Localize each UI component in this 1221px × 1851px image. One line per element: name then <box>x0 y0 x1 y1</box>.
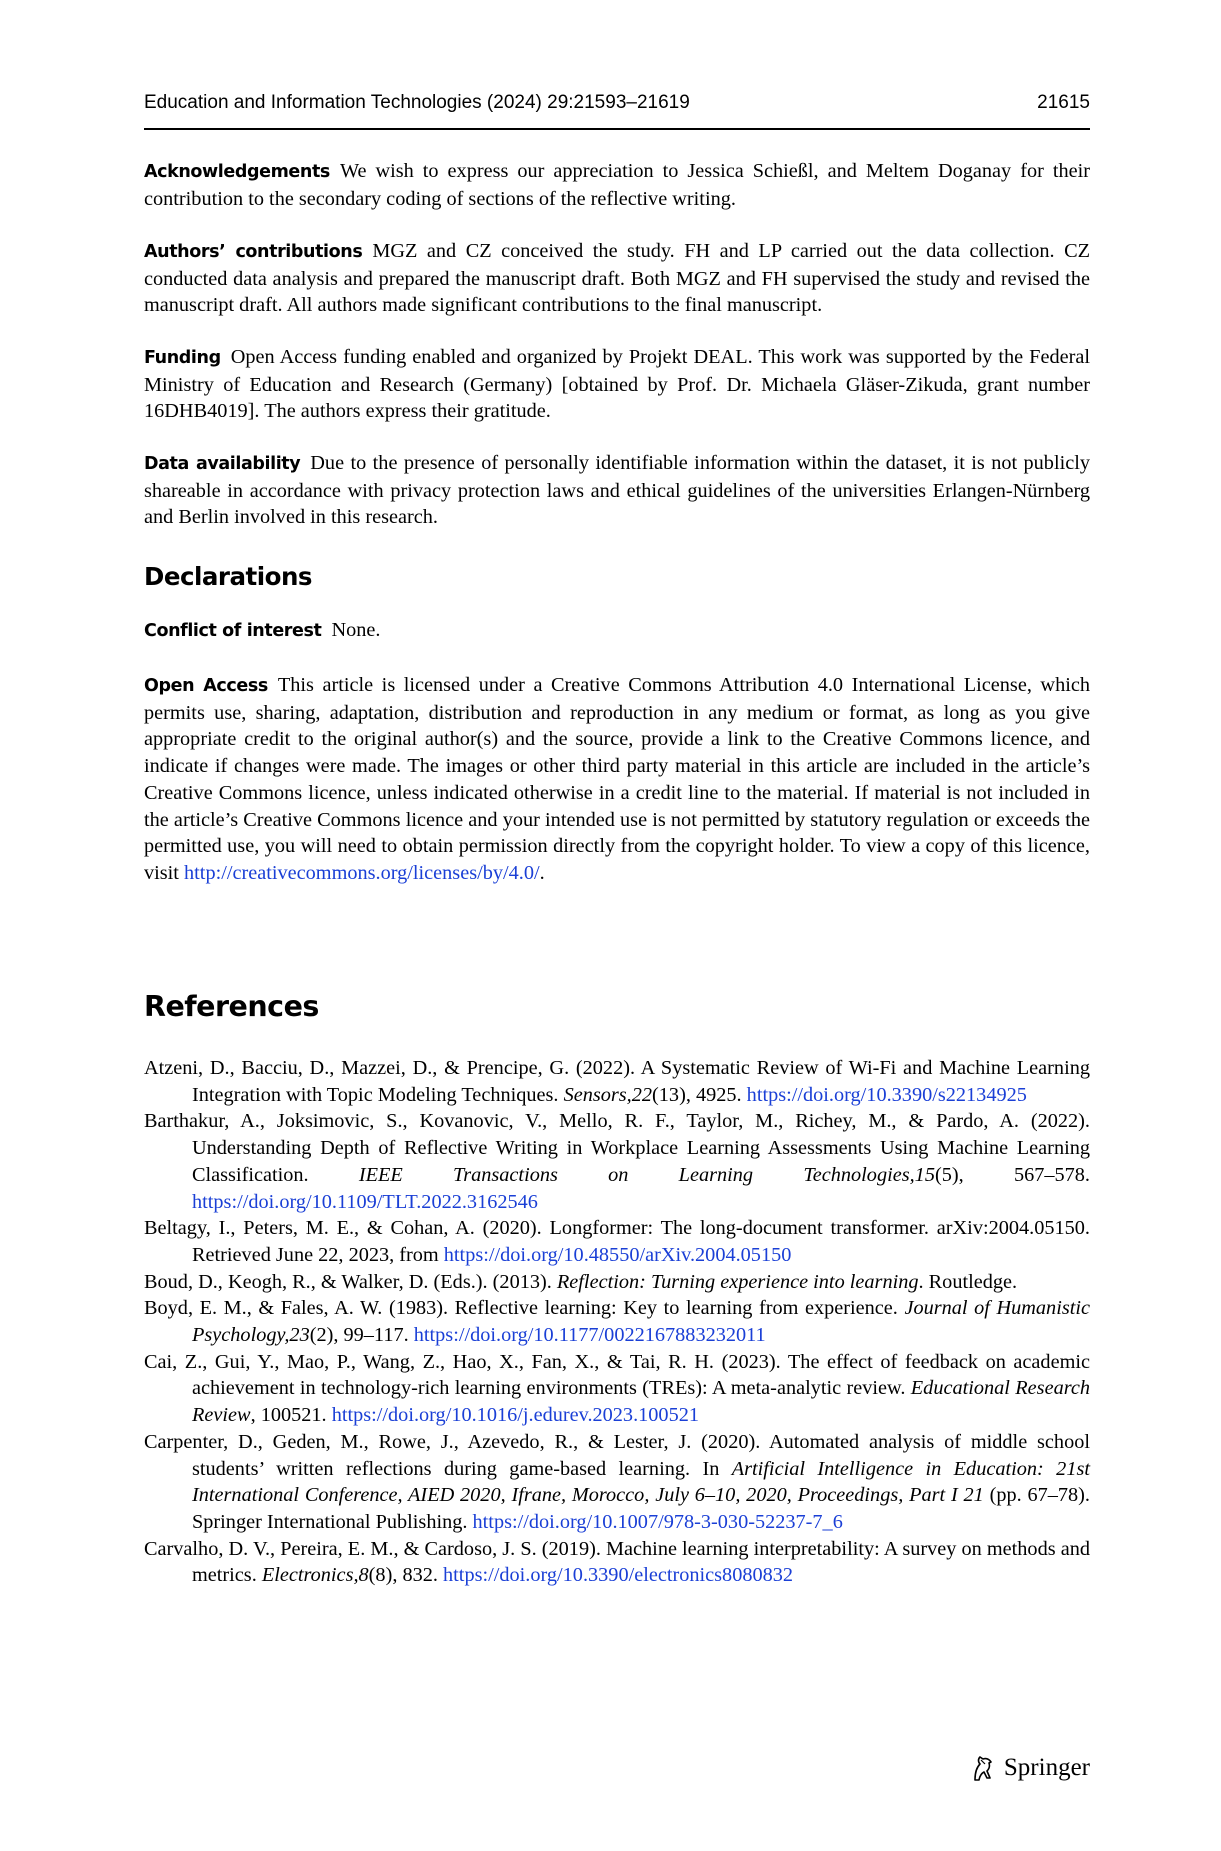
conflict-of-interest-section <box>144 617 1090 645</box>
data-availability-label: Data availability <box>144 454 301 474</box>
springer-horse-icon <box>970 1754 996 1782</box>
license-link[interactable]: http://creativecommons.org/licenses/by/4.0/ <box>184 861 540 884</box>
conflict-label: Conflict of interest <box>144 621 322 641</box>
funding-section <box>144 344 1090 425</box>
reference-doi-link[interactable]: https://doi.org/10.3390/electronics8080832 <box>443 1564 794 1587</box>
reference-doi-link[interactable]: https://doi.org/10.1016/j.edurev.2023.100521 <box>331 1404 699 1427</box>
contributions-label: Authors’ contributions <box>144 242 363 262</box>
journal-citation: Education and Information Technologies (2024) 29:21593–21619 <box>144 92 690 113</box>
reference-item <box>144 1349 1090 1429</box>
reference-source: Sensors,22 <box>563 1083 653 1106</box>
reference-details: (5), 567–578. <box>934 1163 1091 1186</box>
reference-source: IEEE Transactions on Learning Technologies,15 <box>358 1163 935 1186</box>
publisher-name: Springer <box>1003 1754 1090 1781</box>
funding-text: Open Access funding enabled and organized by Projekt DEAL. This work was supported by the Federal Ministry of Education and Research (Germany) [obtained by Prof. Dr. Michaela Gläser-Zikuda, grant number 16DHB4019]. The authors express their gratitude. <box>144 346 1090 423</box>
reference-list <box>144 1055 1090 1589</box>
acknowledgements-text: We wish to express our appreciation to Jessica Schießl, and Meltem Doganay for their contribution to the secondary coding of sections of the reflective writing. <box>144 160 1090 210</box>
reference-source: Electronics,8 <box>261 1564 369 1587</box>
reference-details: (13), 4925. <box>652 1083 747 1106</box>
reference-text: Boyd, E. M., & Fales, A. W. (1983). Reflective learning: Key to learning from experience. <box>144 1297 905 1320</box>
reference-doi-link[interactable]: https://doi.org/10.1177/0022167883232011 <box>413 1324 766 1347</box>
open-access-end: . <box>539 861 545 884</box>
reference-item <box>144 1295 1090 1348</box>
reference-doi-link[interactable]: https://doi.org/10.48550/arXiv.2004.05150 <box>443 1243 792 1266</box>
reference-source: Journal of Humanistic Psychology,23 <box>192 1297 1090 1347</box>
publisher-logo <box>970 1754 1090 1782</box>
reference-doi-link[interactable]: https://doi.org/10.3390/s22134925 <box>746 1083 1027 1106</box>
reference-doi-link[interactable]: https://doi.org/10.1007/978-3-030-52237-7_6 <box>472 1510 843 1533</box>
data-availability-section <box>144 450 1090 531</box>
contributions-section <box>144 238 1090 319</box>
data-availability-text: Due to the presence of personally identifiable information within the dataset, it is not publicly shareable in accordance with privacy protection laws and ethical guidelines of the universities Erlangen-Nürnberg and Berlin involved in this research. <box>144 452 1090 529</box>
conflict-text: None. <box>331 619 381 641</box>
reference-details: (8), 832. <box>368 1564 444 1587</box>
acknowledgements-label: Acknowledgements <box>144 162 330 182</box>
reference-item <box>144 1108 1090 1215</box>
reference-item <box>144 1269 1090 1296</box>
reference-text: Cai, Z., Gui, Y., Mao, P., Wang, Z., Hao, X., Fan, X., & Tai, R. H. (2023). The effect of feedback on academic achievement in technology-rich learning environments (TREs): A meta-analytic review. <box>144 1350 1090 1400</box>
open-access-text: This article is licensed under a Creative Commons Attribution 4.0 International License, which permits use, sharing, adaptation, distribution and reproduction in any medium or format, as long as you give appropriate credit to the original author(s) and the source, provide a link to the Creative Commons licence, and indicate if changes were made. The images or other third party material in this article are included in the article’s Creative Commons licence, unless indicated otherwise in a credit line to the material. If material is not included in the article’s Creative Commons licence and your intended use is not permitted by statutory regulation or exceeds the permitted use, you will need to obtain permission directly from the copyright holder. To view a copy of this licence, visit <box>144 674 1090 884</box>
reference-details: (pp. 67–78). Springer International Publishing. <box>192 1484 1090 1533</box>
reference-item <box>144 1215 1090 1268</box>
declarations-heading: Declarations <box>144 562 312 591</box>
page-number: 21615 <box>1037 92 1090 113</box>
reference-details: , 100521. <box>250 1404 332 1427</box>
contributions-text: MGZ and CZ conceived the study. FH and LP carried out the data collection. CZ conducted data analysis and prepared the manuscript draft. Both MGZ and FH supervised the study and revised the manuscript draft. All authors made significant contributions to the final manuscript. <box>144 240 1090 317</box>
reference-text: Boud, D., Keogh, R., & Walker, D. (Eds.). (2013). <box>144 1270 557 1293</box>
reference-source: Reflection: Turning experience into learning <box>556 1270 919 1293</box>
reference-details: . Routledge. <box>918 1270 1018 1293</box>
reference-text: Carpenter, D., Geden, M., Rowe, J., Azevedo, R., & Lester, J. (2020). Automated analysis of middle school students’ written reflections during game-based learning. In <box>144 1430 1090 1480</box>
reference-source: Artificial Intelligence in Education: 21st International Conference, AIED 2020, Ifrane, Morocco, July 6–10, 2020, Proceedings, Part I 21 <box>192 1457 1090 1507</box>
reference-text: Atzeni, D., Bacciu, D., Mazzei, D., & Prencipe, G. (2022). A Systematic Review of Wi-Fi and Machine Learning Integration with Topic Modeling Techniques. <box>144 1057 1090 1106</box>
references-heading: References <box>144 990 319 1023</box>
reference-details: (2), 99–117. <box>309 1324 414 1347</box>
reference-text: Beltagy, I., Peters, M. E., & Cohan, A. (2020). Longformer: The long-document transformer. arXiv:2004.05150. Retrieved June 22, 2023, from <box>144 1217 1090 1266</box>
reference-item <box>144 1055 1090 1108</box>
acknowledgements-section <box>144 158 1090 212</box>
reference-item <box>144 1536 1090 1589</box>
funding-label: Funding <box>144 348 221 368</box>
reference-doi-link[interactable]: https://doi.org/10.1109/TLT.2022.3162546 <box>192 1190 538 1213</box>
reference-item <box>144 1429 1090 1536</box>
reference-source: Educational Research Review <box>192 1377 1091 1427</box>
open-access-section <box>144 672 1090 887</box>
open-access-label: Open Access <box>144 676 268 696</box>
reference-text: Barthakur, A., Joksimovic, S., Kovanovic, V., Mello, R. F., Taylor, M., Richey, M., & Pardo, A. (2022). Understanding Depth of Reflective Writing in Workplace Learning Assessments Using Machine Learning Classification. <box>144 1110 1090 1186</box>
reference-text: Carvalho, D. V., Pereira, E. M., & Cardoso, J. S. (2019). Machine learning interpretability: A survey on methods and metrics. <box>144 1537 1090 1587</box>
running-header <box>144 90 1090 130</box>
